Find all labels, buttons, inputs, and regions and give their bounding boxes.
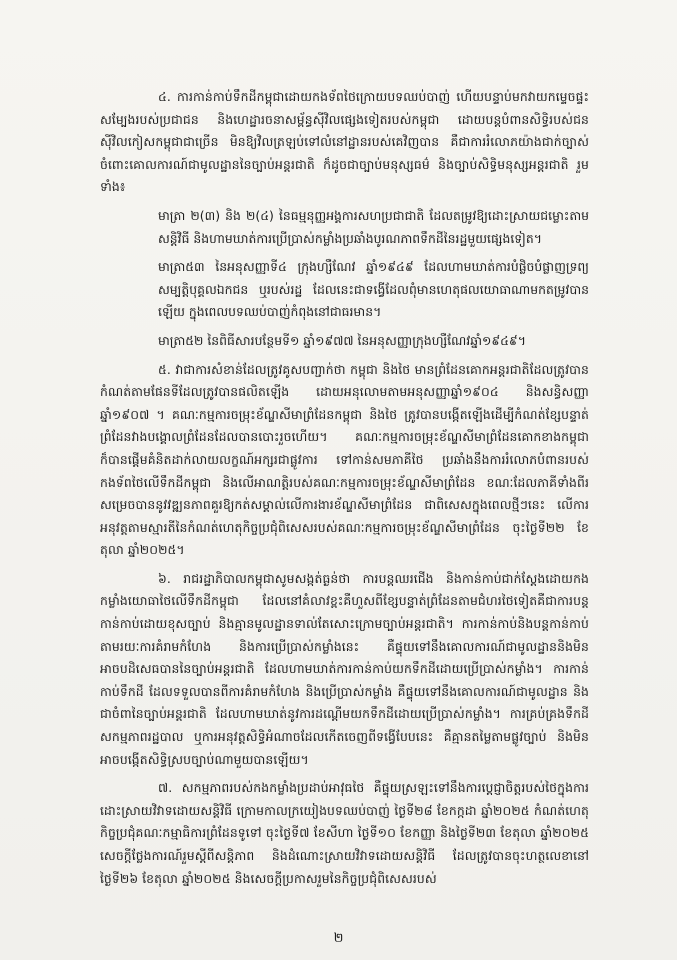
page-number: ២ (333, 931, 344, 946)
paragraph-6: ៦. រាជរដ្ឋាភិបាលកម្ពុជាសូមសង្កត់ធ្ងន់ថា ការបន្តឈរជើង និងកាន់កាប់ជាក់ស្ដែងដោយកងកម្លាំងយោធាថៃលើទឹកដីកម្ពុជា ដែលនៅគំលាវខ្ពះគឺហួសពីខ្សែបន្ទាត់ព្រំដែនតាមជំហរថៃទៀតគឺជាការបន្តកាន់កាប់ដោយខុសច្បាប់ និងគ្មានមូលដ្ឋានទាល់តែសោះក្រោមច្បាប់អន្តរជាតិ។ ការកាន់កាប់និងបន្តកាន់កាប់ តាមរយៈការគំរាមកំហែង និងការប្រើប្រាស់កម្លាំងនេះ គឺផ្ទុយទៅនឹងគោលការណ៍ជាមូលដ្ឋាននិងមិនអាចបដិសេធបាននៃច្បាប់អន្តរជាតិ ដែលហាមឃាត់ការកាន់កាប់យកទឹកដីដោយប្រើប្រាស់កម្លាំង។ ការកាន់កាប់ទឹកដី ដែលទទួលបានពីការគំរាមកំហែង និងប្រើប្រាស់កម្លាំង គឺផ្ទុយទៅនឹងគោលការណ៍ជាមូលដ្ឋាន និងជាចំពានៃច្បាប់អន្តរជាតិ ដែលហាមឃាត់នូវការដណ្ដើមយកទឹកដីដោយប្រើប្រាស់កម្លាំង។ ការគ្រប់គ្រងទឹកដី សកម្មភាពរដ្ឋបាល ឬការអនុវត្តសិទ្ធិអំណាចដែលកើតចេញពីទង្វើបែបនេះ គឺគ្មានតម្លៃតាមផ្លូវច្បាប់ និងមិនអាចបង្កើតសិទ្ធិស្របច្បាប់ណាមួយបានឡើយ។ (100, 570, 589, 767)
paragraph-7: ៧. សកម្មភាពរបស់កងកម្លាំងប្រដាប់អាវុធថៃ គឺផ្ទុយស្រឡះទៅនឹងការប្ដេជ្ញាចិត្តរបស់ថៃក្នុងការដោះស្រាយវិវាទដោយសន្តិវិធី ក្រោមកាលក្រយៀងបទឈប់បាញ់ ថ្ងៃទី២៨ ខែកក្កដា ឆ្នាំ២០២៥ កំណត់ហេតុកិច្ចប្រជុំគណៈកម្មាធិការព្រំដែនទូទៅ ចុះថ្ងៃទី៧ ខែសីហា ថ្ងៃទី១០ ខែកញ្ញា និងថ្ងៃទី២៣ ខែតុលា ឆ្នាំ២០២៥ សេចក្ដីថ្លែងការណ៍រួមស្ដីពីសន្តិភាព និងដំណោះស្រាយវិវាទដោយសន្តិវិធី ដែលត្រូវបានចុះហត្ថលេខានៅថ្ងៃទី២៦ ខែតុលា ឆ្នាំ២០២៥ និងសេចក្ដីប្រកាសរួមនៃកិច្ចប្រជុំពិសេសរបស់ (100, 780, 589, 886)
article-geneva-53: មាត្រា៥៣ នៃអនុសញ្ញាទី៤ ក្រុងហ្សឺណែវ ឆ្នាំ១៩៤៩ ដែលហាមឃាត់ការបំផ្លិចបំផ្លាញទ្រព្យសម្បត្តិបុគ្គលឯកជន ឬរបស់រដ្ឋ ដែលនេះជាទង្វើដែលពុំមានហេតុផលយោធាណាមកតម្រូវបានឡើយ ក្នុងពេលបទឈប់បាញ់កំពុងនៅជាធរមាន។ (158, 259, 589, 320)
paragraph-4: ៤. ការកាន់កាប់ទឹកដីកម្ពុជាដោយកងទ័ពថៃក្រោយបទឈប់បាញ់ ហើយបន្ទាប់មកវាយកម្ទេចផ្ទះសម្បែងរបស់ប្រជាជន និងហេដ្ឋារចនាសម្ព័ន្ធស៊ីវិលផ្សេងទៀតរបស់កម្ពុជា ដោយបន្តបំពានសិទ្ធិរបស់ជនស៊ីវិលកៀសកម្ពុជាជាច្រើន មិនឱ្យវិលត្រឡប់ទៅលំនៅដ្ឋានរបស់គេវិញបាន គឺជាការរំលោភយ៉ាងជាក់ច្បាស់ចំពោះគោលការណ៍ជាមូលដ្ឋាននៃច្បាប់អន្តរជាតិ ក៏ដូចជាច្បាប់មនុស្សធម៌ និងច្បាប់សិទ្ធិមនុស្សអន្តរជាតិ រួមទាំង៖ (100, 89, 589, 195)
article-protocol-52: មាត្រា៥២ នៃពិធីសារបន្ថែមទី១ ឆ្នាំ១៩៧៧ នៃអនុសញ្ញាក្រុងហ្សឺណែវឆ្នាំ១៩៤៩។ (158, 332, 526, 348)
article-un-charter: មាត្រា ២(៣) និង ២(៤) នៃធម្មនុញ្ញអង្គការសហប្រជាជាតិ ដែលតម្រូវឱ្យដោះស្រាយជម្លោះតាមសន្តិវិធី និងហាមឃាត់ការប្រើប្រាស់កម្លាំងប្រឆាំងបូរណភាពទឹកដីនៃរដ្ឋមួយផ្សេងទៀត។ (158, 207, 589, 246)
paragraph-5: ៥. វាជាការសំខាន់ដែលត្រូវគូសបញ្ជាក់ថា កម្ពុជា និងថៃ មានព្រំដែនគោកអន្តរជាតិដែលត្រូវបានកំណត់តាមផែនទីដែលត្រូវបានផលិតឡើង ដោយអនុលោមតាមអនុសញ្ញាឆ្នាំ១៩០៤ និងសន្ធិសញ្ញាឆ្នាំ១៩០៧ ។ គណៈកម្មការចម្រុះខ័ណ្ឌសីមាព្រំដែនកម្ពុជា និងថៃ ត្រូវបានបង្កើតឡើងដើម្បីកំណត់ខ្សែបន្ទាត់ព្រំដែនវាងបង្គោលព្រំដែនដែលបានបោះរួចហើយ។ គណៈកម្មការចម្រុះខ័ណ្ឌសីមាព្រំដែនគោកខាងកម្ពុជាក៏បានផ្ដើមគំនិតដាក់លាយលក្ខណ៍អក្សរជាផ្លូវការ ទៅកាន់សមភាគីថៃ ប្រឆាំងនឹងការរំលោភបំពានរបស់កងទ័ពថៃលើទឹកដីកម្ពុជា និងលើអាណត្តិរបស់គណៈកម្មការចម្រុះខ័ណ្ឌសីមាព្រំដែន ខណៈដែលភាគីទាំងពីរសម្រេចបាននូវវឌ្ឍនភាពគួរឱ្យកត់សម្គាល់លើការងារខ័ណ្ឌសីមាព្រំដែន ជាពិសេសក្នុងពេលថ្មីៗនេះ លើការអនុវត្តតាមស្មារតីនៃកំណត់ហេតុកិច្ចប្រជុំពិសេសរបស់គណៈកម្មការចម្រុះខ័ណ្ឌសីមាព្រំដែន ចុះថ្ងៃទី២២ ខែតុលា ឆ្នាំ២០២៥។ (100, 361, 589, 558)
